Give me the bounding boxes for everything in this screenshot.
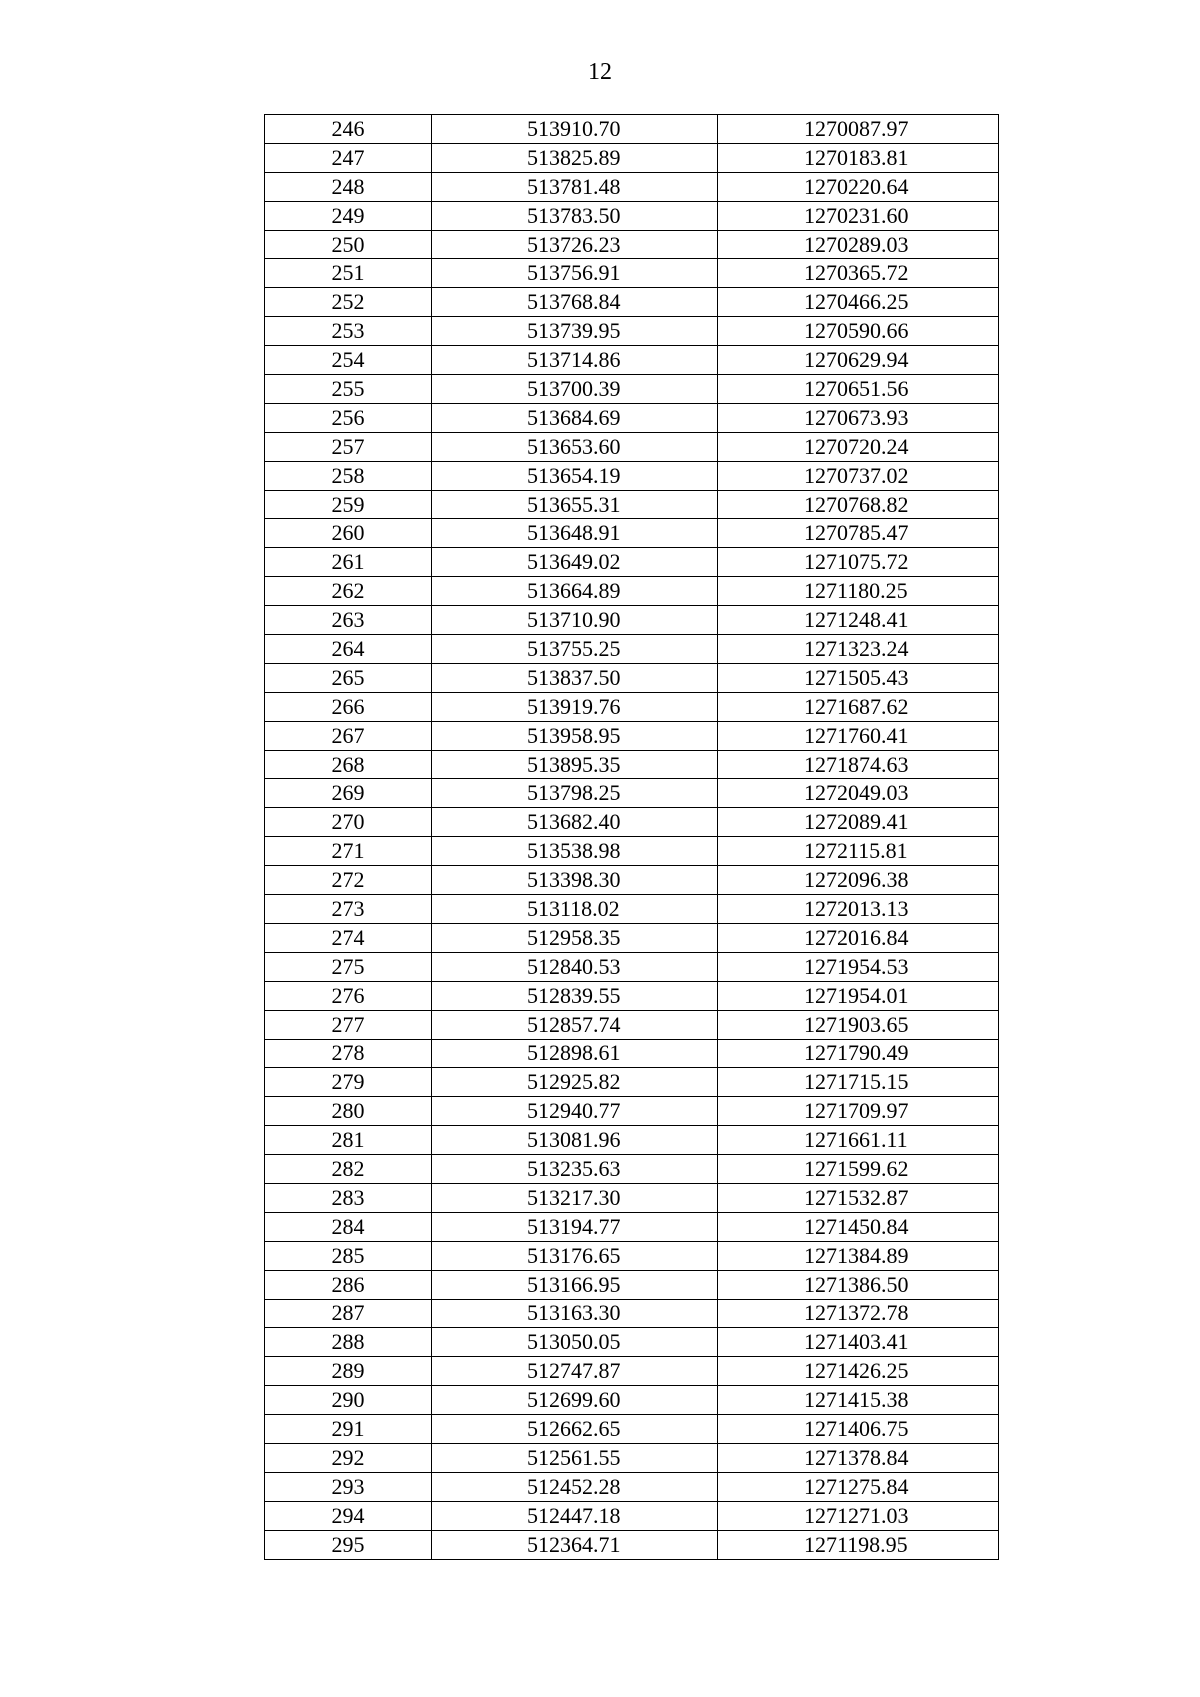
- table-row: [265, 115, 999, 144]
- y-coordinate-cell: 1270087.97: [718, 115, 999, 144]
- x-coordinate-cell: 513837.50: [432, 663, 718, 692]
- y-coordinate-cell: 1271426.25: [718, 1357, 999, 1386]
- table-row: [265, 721, 999, 750]
- x-coordinate-cell: 512925.82: [432, 1068, 718, 1097]
- point-number-cell: 256: [265, 403, 432, 432]
- table-row: [265, 577, 999, 606]
- y-coordinate-cell: 1270673.93: [718, 403, 999, 432]
- x-coordinate-cell: 513176.65: [432, 1241, 718, 1270]
- x-coordinate-cell: 513398.30: [432, 866, 718, 895]
- table-row: [265, 201, 999, 230]
- y-coordinate-cell: 1270785.47: [718, 519, 999, 548]
- point-number-cell: 292: [265, 1443, 432, 1472]
- y-coordinate-cell: 1271687.62: [718, 692, 999, 721]
- table-row: [265, 346, 999, 375]
- y-coordinate-cell: 1271954.53: [718, 952, 999, 981]
- point-number-cell: 276: [265, 981, 432, 1010]
- point-number-cell: 257: [265, 432, 432, 461]
- x-coordinate-cell: 513653.60: [432, 432, 718, 461]
- table-row: [265, 1183, 999, 1212]
- y-coordinate-cell: 1271790.49: [718, 1039, 999, 1068]
- y-coordinate-cell: 1271384.89: [718, 1241, 999, 1270]
- x-coordinate-cell: 513235.63: [432, 1155, 718, 1184]
- x-coordinate-cell: 513166.95: [432, 1270, 718, 1299]
- y-coordinate-cell: 1271505.43: [718, 663, 999, 692]
- y-coordinate-cell: 1271415.38: [718, 1386, 999, 1415]
- x-coordinate-cell: 512839.55: [432, 981, 718, 1010]
- x-coordinate-cell: 512747.87: [432, 1357, 718, 1386]
- point-number-cell: 268: [265, 750, 432, 779]
- point-number-cell: 269: [265, 779, 432, 808]
- y-coordinate-cell: 1272115.81: [718, 837, 999, 866]
- x-coordinate-cell: 512840.53: [432, 952, 718, 981]
- coordinates-table-body: [265, 115, 999, 1560]
- page-number: 12: [588, 59, 612, 85]
- y-coordinate-cell: 1271275.84: [718, 1472, 999, 1501]
- table-row: [265, 548, 999, 577]
- x-coordinate-cell: 512561.55: [432, 1443, 718, 1472]
- y-coordinate-cell: 1271874.63: [718, 750, 999, 779]
- point-number-cell: 258: [265, 461, 432, 490]
- x-coordinate-cell: 512898.61: [432, 1039, 718, 1068]
- y-coordinate-cell: 1270720.24: [718, 432, 999, 461]
- x-coordinate-cell: 513648.91: [432, 519, 718, 548]
- point-number-cell: 289: [265, 1357, 432, 1386]
- y-coordinate-cell: 1271323.24: [718, 635, 999, 664]
- point-number-cell: 247: [265, 143, 432, 172]
- point-number-cell: 266: [265, 692, 432, 721]
- y-coordinate-cell: 1271709.97: [718, 1097, 999, 1126]
- point-number-cell: 260: [265, 519, 432, 548]
- point-number-cell: 291: [265, 1415, 432, 1444]
- table-row: [265, 692, 999, 721]
- point-number-cell: 262: [265, 577, 432, 606]
- table-row: [265, 895, 999, 924]
- table-row: [265, 866, 999, 895]
- table-row: [265, 952, 999, 981]
- point-number-cell: 280: [265, 1097, 432, 1126]
- y-coordinate-cell: 1271378.84: [718, 1443, 999, 1472]
- x-coordinate-cell: 513682.40: [432, 808, 718, 837]
- point-number-cell: 286: [265, 1270, 432, 1299]
- point-number-cell: 282: [265, 1155, 432, 1184]
- point-number-cell: 265: [265, 663, 432, 692]
- x-coordinate-cell: 513710.90: [432, 606, 718, 635]
- x-coordinate-cell: 513958.95: [432, 721, 718, 750]
- x-coordinate-cell: 513194.77: [432, 1212, 718, 1241]
- table-row: [265, 461, 999, 490]
- table-row: [265, 1443, 999, 1472]
- table-row: [265, 1501, 999, 1530]
- point-number-cell: 259: [265, 490, 432, 519]
- x-coordinate-cell: 513050.05: [432, 1328, 718, 1357]
- y-coordinate-cell: 1272016.84: [718, 923, 999, 952]
- x-coordinate-cell: 513655.31: [432, 490, 718, 519]
- point-number-cell: 285: [265, 1241, 432, 1270]
- table-row: [265, 317, 999, 346]
- table-row: [265, 1299, 999, 1328]
- table-row: [265, 1472, 999, 1501]
- table-row: [265, 519, 999, 548]
- coordinates-table: [264, 114, 999, 1560]
- table-row: [265, 635, 999, 664]
- x-coordinate-cell: 512364.71: [432, 1530, 718, 1559]
- x-coordinate-cell: 512958.35: [432, 923, 718, 952]
- table-row: [265, 1530, 999, 1559]
- table-row: [265, 1270, 999, 1299]
- point-number-cell: 263: [265, 606, 432, 635]
- y-coordinate-cell: 1270289.03: [718, 230, 999, 259]
- x-coordinate-cell: 513895.35: [432, 750, 718, 779]
- x-coordinate-cell: 513538.98: [432, 837, 718, 866]
- point-number-cell: 283: [265, 1183, 432, 1212]
- y-coordinate-cell: 1270231.60: [718, 201, 999, 230]
- point-number-cell: 295: [265, 1530, 432, 1559]
- x-coordinate-cell: 512662.65: [432, 1415, 718, 1444]
- point-number-cell: 253: [265, 317, 432, 346]
- table-row: [265, 1010, 999, 1039]
- point-number-cell: 274: [265, 923, 432, 952]
- y-coordinate-cell: 1270651.56: [718, 375, 999, 404]
- table-row: [265, 1212, 999, 1241]
- y-coordinate-cell: 1271954.01: [718, 981, 999, 1010]
- point-number-cell: 251: [265, 259, 432, 288]
- table-row: [265, 1039, 999, 1068]
- y-coordinate-cell: 1270737.02: [718, 461, 999, 490]
- table-row: [265, 606, 999, 635]
- table-row: [265, 288, 999, 317]
- x-coordinate-cell: 512940.77: [432, 1097, 718, 1126]
- table-row: [265, 375, 999, 404]
- x-coordinate-cell: 513910.70: [432, 115, 718, 144]
- y-coordinate-cell: 1271406.75: [718, 1415, 999, 1444]
- y-coordinate-cell: 1272049.03: [718, 779, 999, 808]
- y-coordinate-cell: 1270629.94: [718, 346, 999, 375]
- y-coordinate-cell: 1271372.78: [718, 1299, 999, 1328]
- point-number-cell: 275: [265, 952, 432, 981]
- y-coordinate-cell: 1271715.15: [718, 1068, 999, 1097]
- x-coordinate-cell: 513726.23: [432, 230, 718, 259]
- y-coordinate-cell: 1271903.65: [718, 1010, 999, 1039]
- x-coordinate-cell: 513755.25: [432, 635, 718, 664]
- point-number-cell: 273: [265, 895, 432, 924]
- x-coordinate-cell: 513783.50: [432, 201, 718, 230]
- table-row: [265, 259, 999, 288]
- x-coordinate-cell: 513654.19: [432, 461, 718, 490]
- table-row: [265, 663, 999, 692]
- x-coordinate-cell: 513781.48: [432, 172, 718, 201]
- x-coordinate-cell: 513664.89: [432, 577, 718, 606]
- y-coordinate-cell: 1272096.38: [718, 866, 999, 895]
- x-coordinate-cell: 512447.18: [432, 1501, 718, 1530]
- x-coordinate-cell: 512857.74: [432, 1010, 718, 1039]
- table-row: [265, 808, 999, 837]
- table-row: [265, 1068, 999, 1097]
- y-coordinate-cell: 1271661.11: [718, 1126, 999, 1155]
- y-coordinate-cell: 1271532.87: [718, 1183, 999, 1212]
- table-row: [265, 779, 999, 808]
- x-coordinate-cell: 513919.76: [432, 692, 718, 721]
- y-coordinate-cell: 1271599.62: [718, 1155, 999, 1184]
- y-coordinate-cell: 1271180.25: [718, 577, 999, 606]
- table-row: [265, 403, 999, 432]
- point-number-cell: 271: [265, 837, 432, 866]
- y-coordinate-cell: 1271271.03: [718, 1501, 999, 1530]
- table-row: [265, 432, 999, 461]
- point-number-cell: 287: [265, 1299, 432, 1328]
- table-row: [265, 1357, 999, 1386]
- x-coordinate-cell: 512699.60: [432, 1386, 718, 1415]
- point-number-cell: 246: [265, 115, 432, 144]
- y-coordinate-cell: 1270183.81: [718, 143, 999, 172]
- point-number-cell: 294: [265, 1501, 432, 1530]
- y-coordinate-cell: 1270768.82: [718, 490, 999, 519]
- point-number-cell: 290: [265, 1386, 432, 1415]
- table-row: [265, 1415, 999, 1444]
- table-row: [265, 490, 999, 519]
- point-number-cell: 248: [265, 172, 432, 201]
- y-coordinate-cell: 1270590.66: [718, 317, 999, 346]
- y-coordinate-cell: 1271760.41: [718, 721, 999, 750]
- point-number-cell: 270: [265, 808, 432, 837]
- table-row: [265, 230, 999, 259]
- point-number-cell: 252: [265, 288, 432, 317]
- point-number-cell: 254: [265, 346, 432, 375]
- x-coordinate-cell: 513756.91: [432, 259, 718, 288]
- point-number-cell: 250: [265, 230, 432, 259]
- y-coordinate-cell: 1270220.64: [718, 172, 999, 201]
- point-number-cell: 278: [265, 1039, 432, 1068]
- point-number-cell: 264: [265, 635, 432, 664]
- table-row: [265, 172, 999, 201]
- x-coordinate-cell: 513118.02: [432, 895, 718, 924]
- y-coordinate-cell: 1271403.41: [718, 1328, 999, 1357]
- x-coordinate-cell: 513700.39: [432, 375, 718, 404]
- table-row: [265, 1097, 999, 1126]
- point-number-cell: 284: [265, 1212, 432, 1241]
- point-number-cell: 261: [265, 548, 432, 577]
- table-row: [265, 1241, 999, 1270]
- y-coordinate-cell: 1271386.50: [718, 1270, 999, 1299]
- x-coordinate-cell: 513714.86: [432, 346, 718, 375]
- y-coordinate-cell: 1271248.41: [718, 606, 999, 635]
- x-coordinate-cell: 513825.89: [432, 143, 718, 172]
- x-coordinate-cell: 513684.69: [432, 403, 718, 432]
- y-coordinate-cell: 1272089.41: [718, 808, 999, 837]
- point-number-cell: 277: [265, 1010, 432, 1039]
- table-row: [265, 750, 999, 779]
- point-number-cell: 267: [265, 721, 432, 750]
- x-coordinate-cell: 513739.95: [432, 317, 718, 346]
- table-row: [265, 143, 999, 172]
- point-number-cell: 255: [265, 375, 432, 404]
- y-coordinate-cell: 1272013.13: [718, 895, 999, 924]
- y-coordinate-cell: 1271075.72: [718, 548, 999, 577]
- y-coordinate-cell: 1270466.25: [718, 288, 999, 317]
- x-coordinate-cell: 513798.25: [432, 779, 718, 808]
- x-coordinate-cell: 513081.96: [432, 1126, 718, 1155]
- point-number-cell: 293: [265, 1472, 432, 1501]
- point-number-cell: 279: [265, 1068, 432, 1097]
- y-coordinate-cell: 1271198.95: [718, 1530, 999, 1559]
- x-coordinate-cell: 513768.84: [432, 288, 718, 317]
- table-row: [265, 1328, 999, 1357]
- table-row: [265, 1126, 999, 1155]
- x-coordinate-cell: 513163.30: [432, 1299, 718, 1328]
- table-row: [265, 981, 999, 1010]
- point-number-cell: 272: [265, 866, 432, 895]
- point-number-cell: 288: [265, 1328, 432, 1357]
- point-number-cell: 249: [265, 201, 432, 230]
- table-row: [265, 837, 999, 866]
- y-coordinate-cell: 1270365.72: [718, 259, 999, 288]
- x-coordinate-cell: 513649.02: [432, 548, 718, 577]
- table-row: [265, 923, 999, 952]
- y-coordinate-cell: 1271450.84: [718, 1212, 999, 1241]
- table-row: [265, 1155, 999, 1184]
- table-row: [265, 1386, 999, 1415]
- x-coordinate-cell: 512452.28: [432, 1472, 718, 1501]
- x-coordinate-cell: 513217.30: [432, 1183, 718, 1212]
- point-number-cell: 281: [265, 1126, 432, 1155]
